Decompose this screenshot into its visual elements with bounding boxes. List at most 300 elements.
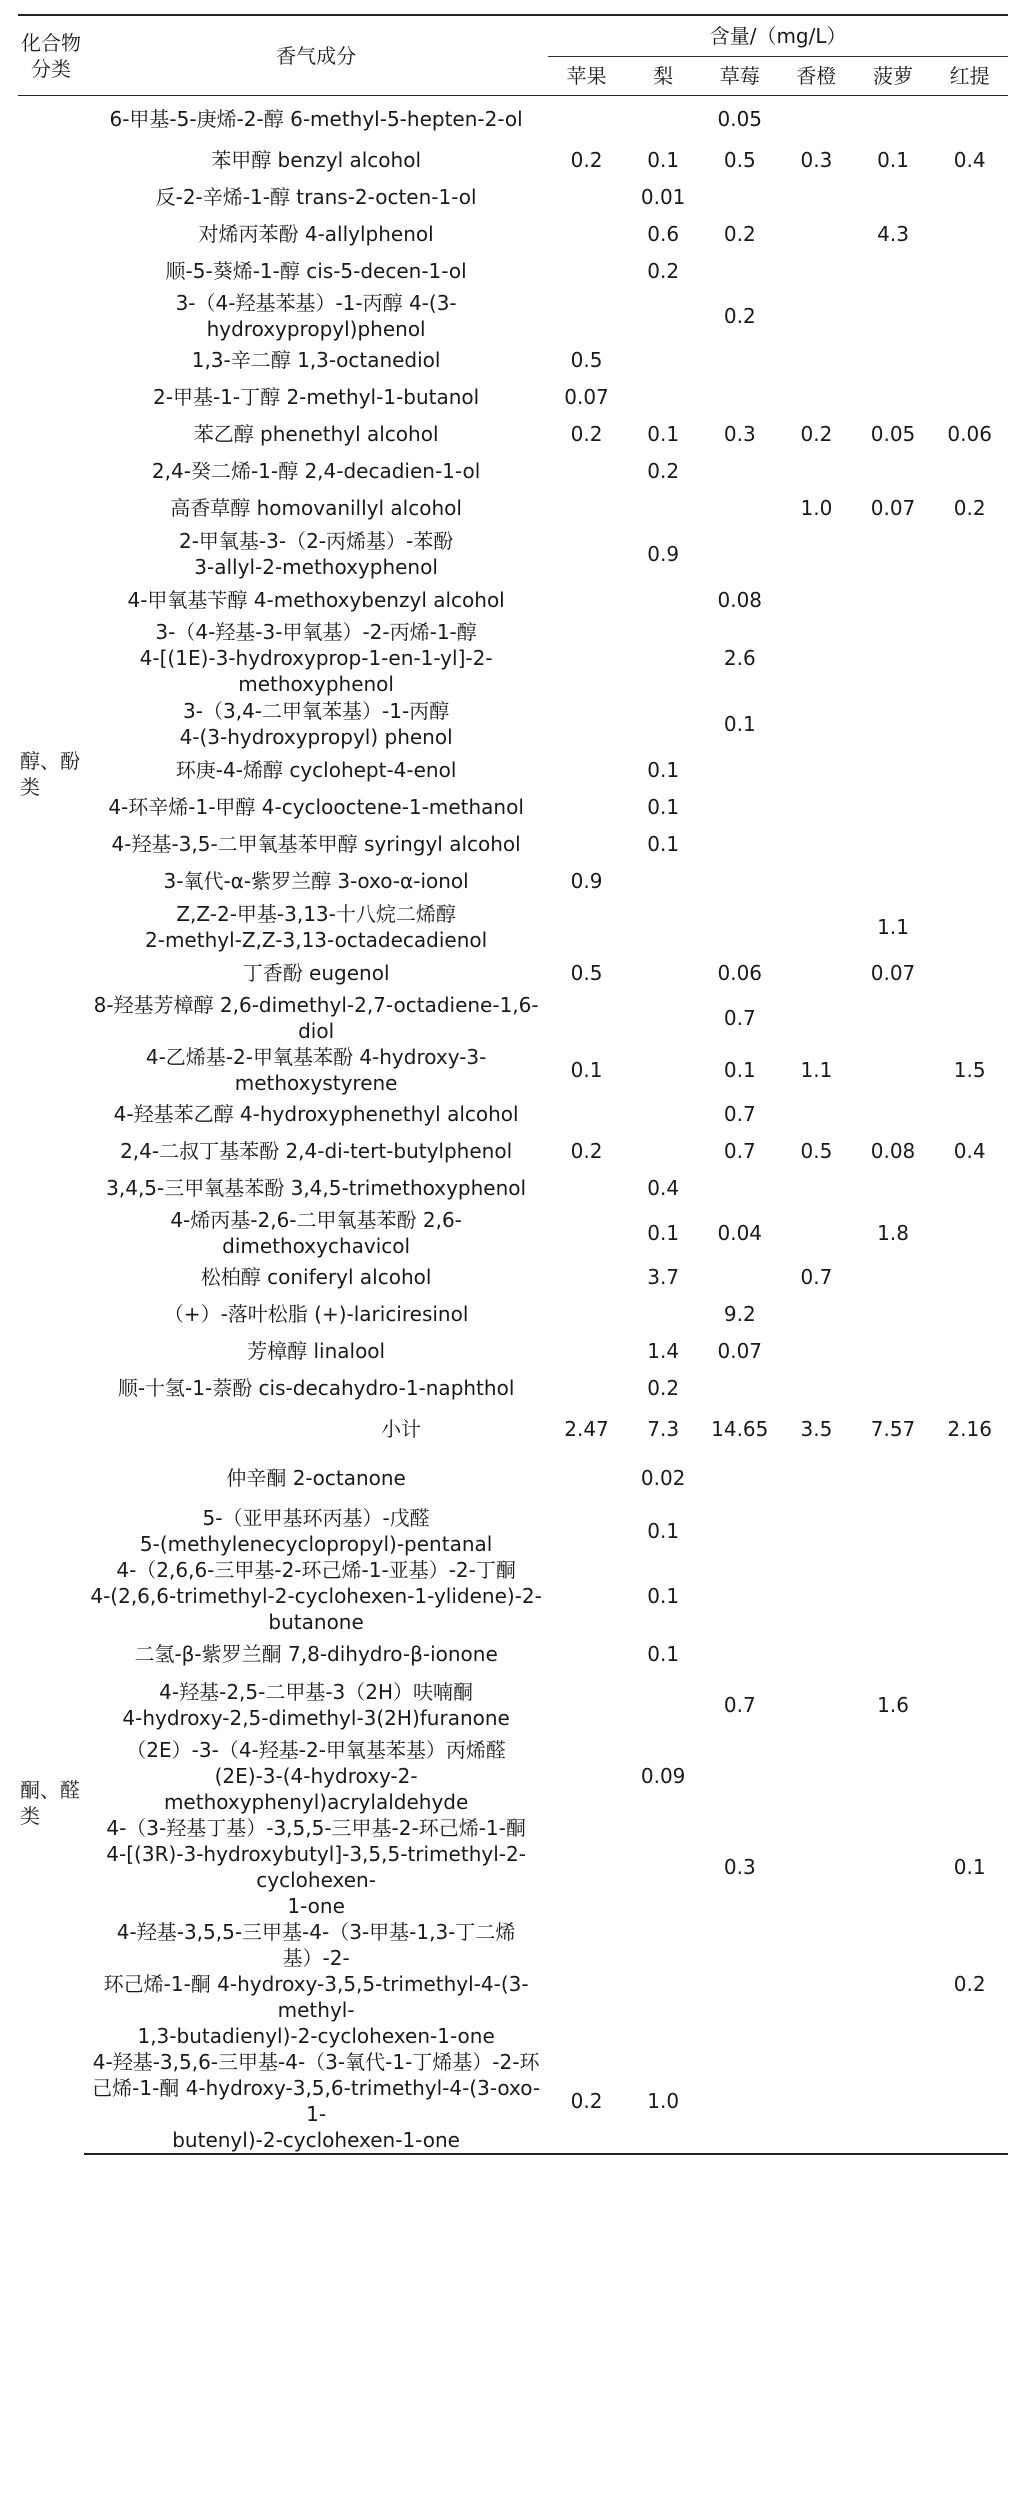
value-cell xyxy=(778,582,855,619)
value-cell xyxy=(778,789,855,826)
value-cell: 2.6 xyxy=(723,645,756,670)
table-row xyxy=(18,453,1008,490)
header-compound: 香气成分 xyxy=(84,15,548,96)
value-cell xyxy=(931,179,1008,216)
value-cell xyxy=(855,826,932,863)
table-row xyxy=(18,96,1008,142)
value-cell xyxy=(701,253,778,290)
value-cell: 0.4 xyxy=(953,1139,986,1163)
value-cell: 0.1 xyxy=(647,148,680,172)
value-cell: 1.0 xyxy=(800,496,833,520)
value-cell xyxy=(778,1505,855,1557)
compound-name-line: 1,3-辛二醇 1,3-octanediol xyxy=(191,348,441,372)
value-cell xyxy=(778,253,855,290)
value-cell: 0.3 xyxy=(800,148,833,172)
value-cell xyxy=(778,342,855,379)
value-cell xyxy=(701,490,778,527)
value-cell: 0.07 xyxy=(717,1339,763,1363)
aroma-content-table xyxy=(18,14,1008,2155)
value-cell xyxy=(625,1096,702,1133)
compound-name-line: 4-[(3R)-3-hydroxybutyl]-3,5,5-trimethyl-2-cyclohexen- xyxy=(106,1841,526,1892)
value-cell xyxy=(778,216,855,253)
value-cell xyxy=(778,1635,855,1674)
value-cell xyxy=(778,1815,855,1919)
subtotal-value: 7.57 xyxy=(870,1417,916,1441)
compound-name-line: 4-甲氧基苄醇 4-methoxybenzyl alcohol xyxy=(127,588,505,612)
value-cell xyxy=(855,619,932,697)
value-cell xyxy=(931,290,1008,342)
value-cell xyxy=(855,992,932,1044)
compound-name-line: 6-甲基-5-庚烯-2-醇 6-methyl-5-hepten-2-ol xyxy=(109,106,523,131)
compound-name-line: 5-(methylenecyclopropyl)-pentanal xyxy=(139,1531,493,1556)
value-cell xyxy=(701,527,778,582)
compound-cell xyxy=(84,96,548,142)
value-cell xyxy=(701,1259,778,1296)
compound-cell xyxy=(84,1635,548,1674)
compound-name-line: 3-（4-羟基苯基）-1-丙醇 4-(3-hydroxypropyl)phenol xyxy=(175,290,457,341)
value-cell xyxy=(548,1635,625,1674)
compound-name-line: 仲辛酮 2-octanone xyxy=(226,1466,406,1490)
table-row xyxy=(18,1044,1008,1096)
value-cell: 0.9 xyxy=(570,869,603,893)
compound-cell xyxy=(84,342,548,379)
value-cell: 3.7 xyxy=(647,1265,680,1289)
value-cell: 0.5 xyxy=(570,961,603,985)
table-row xyxy=(18,1170,1008,1207)
table-row xyxy=(18,697,1008,752)
table-row xyxy=(18,1333,1008,1370)
compound-cell xyxy=(84,752,548,789)
value-cell xyxy=(548,900,625,955)
table-row xyxy=(18,1505,1008,1557)
value-cell: 0.7 xyxy=(723,1005,756,1030)
value-cell xyxy=(778,1096,855,1133)
value-cell: 0.2 xyxy=(953,1971,986,1996)
value-cell xyxy=(778,1452,855,1505)
compound-cell xyxy=(84,1557,548,1635)
value-cell: 0.2 xyxy=(723,303,756,328)
value-cell xyxy=(855,527,932,582)
value-cell xyxy=(931,900,1008,955)
value-cell: 0.02 xyxy=(640,1466,686,1490)
value-cell: 0.09 xyxy=(640,1763,686,1788)
value-cell xyxy=(548,992,625,1044)
compound-cell xyxy=(84,1370,548,1407)
value-cell xyxy=(931,619,1008,697)
header-fruit: 香橙 xyxy=(778,57,855,96)
compound-name-line: 顺-5-葵烯-1-醇 cis-5-decen-1-ol xyxy=(165,259,467,283)
value-cell: 0.4 xyxy=(647,1176,680,1200)
value-cell: 0.1 xyxy=(647,1220,680,1245)
compound-name-line: 反-2-辛烯-1-醇 trans-2-octen-1-ol xyxy=(155,185,477,209)
value-cell xyxy=(701,1452,778,1505)
compound-name-line: 4-羟基-3,5-二甲氧基苯甲醇 syringyl alcohol xyxy=(111,832,521,856)
value-cell xyxy=(625,1674,702,1737)
compound-cell xyxy=(84,2049,548,2154)
value-cell: 0.06 xyxy=(947,422,992,446)
table-row xyxy=(18,1207,1008,1259)
value-cell xyxy=(625,697,702,752)
subtotal-row xyxy=(18,1407,1008,1452)
table-row xyxy=(18,789,1008,826)
value-cell: 0.2 xyxy=(570,422,603,446)
table-row xyxy=(18,142,1008,179)
value-cell xyxy=(778,697,855,752)
value-cell xyxy=(548,1674,625,1737)
value-cell xyxy=(701,789,778,826)
value-cell xyxy=(778,453,855,490)
value-cell xyxy=(931,992,1008,1044)
compound-name-line: 2-methyl-Z,Z-3,13-octadecadienol xyxy=(145,928,488,952)
value-cell: 0.06 xyxy=(717,961,763,985)
value-cell xyxy=(778,1207,855,1259)
value-cell xyxy=(778,1370,855,1407)
value-cell xyxy=(778,179,855,216)
value-cell xyxy=(548,582,625,619)
value-cell: 0.7 xyxy=(723,1139,756,1163)
value-cell xyxy=(548,1919,625,2049)
value-cell xyxy=(855,1557,932,1635)
value-cell: 4.3 xyxy=(877,222,909,246)
header-fruit: 草莓 xyxy=(701,57,778,96)
value-cell xyxy=(931,1370,1008,1407)
value-cell: 0.5 xyxy=(800,1139,833,1163)
value-cell: 0.1 xyxy=(877,148,909,172)
value-cell xyxy=(855,1815,932,1919)
value-cell: 0.2 xyxy=(570,1139,603,1163)
value-cell xyxy=(855,789,932,826)
header-fruit: 红提 xyxy=(931,57,1008,96)
value-cell: 1.1 xyxy=(800,1057,833,1082)
value-cell: 0.05 xyxy=(717,106,763,131)
value-cell xyxy=(855,453,932,490)
compound-name-line: 苯乙醇 phenethyl alcohol xyxy=(193,422,439,446)
compound-name-line: 2,4-二叔丁基苯酚 2,4-di-tert-butylphenol xyxy=(120,1139,513,1163)
value-cell xyxy=(548,1096,625,1133)
compound-name-line: 8-羟基芳樟醇 2,6-dimethyl-2,7-octadiene-1,6-diol xyxy=(93,992,539,1043)
table-row xyxy=(18,1635,1008,1674)
value-cell xyxy=(548,619,625,697)
value-cell: 0.7 xyxy=(723,1693,756,1717)
table-row xyxy=(18,582,1008,619)
table-row xyxy=(18,2049,1008,2154)
compound-name-line: 4-（2,6,6-三甲基-2-环己烯-1-亚基）-2-丁酮 xyxy=(116,1557,516,1582)
value-cell: 0.1 xyxy=(647,795,680,819)
compound-name-line: 己烯-1-酮 4-hydroxy-3,5,6-trimethyl-4-(3-oxo-1- xyxy=(92,2075,541,2126)
table-row xyxy=(18,216,1008,253)
value-cell xyxy=(625,1133,702,1170)
value-cell xyxy=(548,490,625,527)
value-cell xyxy=(931,1737,1008,1815)
value-cell xyxy=(855,96,932,142)
table-row xyxy=(18,1452,1008,1505)
value-cell xyxy=(855,342,932,379)
value-cell xyxy=(548,290,625,342)
value-cell xyxy=(931,826,1008,863)
table-row xyxy=(18,1096,1008,1133)
compound-cell xyxy=(84,1096,548,1133)
compound-name-line: 3-（4-羟基-3-甲氧基）-2-丙烯-1-醇 xyxy=(155,619,477,644)
header-fruit: 梨 xyxy=(625,57,702,96)
compound-cell xyxy=(84,1674,548,1737)
compound-name-line: 环己烯-1-酮 4-hydroxy-3,5,5-trimethyl-4-(3-methyl- xyxy=(103,1971,529,2022)
compound-name-line: 芳樟醇 linalool xyxy=(247,1339,386,1363)
value-cell: 0.1 xyxy=(723,1057,756,1082)
value-cell xyxy=(625,1815,702,1919)
value-cell: 0.1 xyxy=(570,1057,603,1082)
compound-cell xyxy=(84,789,548,826)
value-cell xyxy=(701,1370,778,1407)
value-cell: 0.2 xyxy=(647,459,680,483)
table-row xyxy=(18,1919,1008,2049)
compound-name-line: Z,Z-2-甲基-3,13-十八烷二烯醇 xyxy=(176,902,456,926)
header-category-line: 化合物 xyxy=(21,30,81,55)
value-cell: 1.0 xyxy=(625,2049,702,2154)
compound-name-line: 4-羟基苯乙醇 4-hydroxyphenethyl alcohol xyxy=(113,1102,519,1126)
compound-name-line: 松柏醇 coniferyl alcohol xyxy=(200,1265,432,1289)
value-cell xyxy=(931,1333,1008,1370)
value-cell: 0.08 xyxy=(870,1139,916,1163)
value-cell xyxy=(931,1259,1008,1296)
header-category-line: 分类 xyxy=(31,56,71,81)
compound-cell xyxy=(84,1170,548,1207)
compound-name-line: 4-（3-羟基丁基）-3,5,5-三甲基-2-环己烯-1-酮 xyxy=(106,1815,526,1840)
compound-name-line: 1-one xyxy=(287,1893,345,1918)
compound-cell xyxy=(84,863,548,900)
value-cell xyxy=(931,582,1008,619)
table-row xyxy=(18,490,1008,527)
compound-name-line: 高香草醇 homovanillyl alcohol xyxy=(170,496,462,520)
value-cell xyxy=(625,1044,702,1096)
value-cell xyxy=(548,1452,625,1505)
table-row xyxy=(18,379,1008,416)
value-cell: 9.2 xyxy=(723,1302,756,1326)
compound-name-line: 4-烯丙基-2,6-二甲氧基苯酚 2,6-dimethoxychavicol xyxy=(170,1207,462,1258)
value-cell xyxy=(931,96,1008,142)
value-cell xyxy=(931,253,1008,290)
value-cell xyxy=(931,1096,1008,1133)
value-cell xyxy=(931,2049,1008,2154)
value-cell xyxy=(701,379,778,416)
value-cell: 0.07 xyxy=(870,496,916,520)
value-cell: 0.1 xyxy=(647,1518,680,1543)
value-cell: 0.1 xyxy=(953,1854,986,1879)
compound-cell xyxy=(84,1044,548,1096)
value-cell xyxy=(931,863,1008,900)
compound-name-line: 5-（亚甲基环丙基）-戊醛 xyxy=(202,1505,430,1530)
compound-name-line: 2-甲氧基-3-（2-丙烯基）-苯酚 xyxy=(178,529,454,553)
value-cell xyxy=(701,900,778,955)
value-cell xyxy=(778,992,855,1044)
value-cell: 0.1 xyxy=(647,422,680,446)
compound-name-line: 2,4-癸二烯-1-醇 2,4-decadien-1-ol xyxy=(151,459,481,483)
compound-name-line: 二氢-β-紫罗兰酮 7,8-dihydro-β-ionone xyxy=(134,1642,498,1666)
value-cell: 0.1 xyxy=(647,832,680,856)
value-cell xyxy=(778,379,855,416)
compound-cell xyxy=(84,1207,548,1259)
compound-cell xyxy=(84,179,548,216)
value-cell xyxy=(855,2049,932,2154)
value-cell xyxy=(778,96,855,142)
value-cell xyxy=(548,253,625,290)
value-cell: 0.9 xyxy=(647,542,680,566)
table-row xyxy=(18,863,1008,900)
compound-name-line: 1,3-butadienyl)-2-cyclohexen-1-one xyxy=(137,2023,495,2048)
table-row xyxy=(18,826,1008,863)
compound-name-line: （+）-落叶松脂 (+)-lariciresinol xyxy=(163,1302,469,1326)
value-cell xyxy=(701,1919,778,2049)
value-cell xyxy=(855,1296,932,1333)
table-row xyxy=(18,752,1008,789)
category-cell: 酮、醛类 xyxy=(20,1777,80,1828)
value-cell xyxy=(701,1557,778,1635)
compound-name-line: 丁香酚 eugenol xyxy=(242,961,390,985)
value-cell xyxy=(931,1452,1008,1505)
compound-name-line: (2E)-3-(4-hydroxy-2-methoxyphenyl)acrylaldehyde xyxy=(163,1763,469,1814)
value-cell xyxy=(548,1333,625,1370)
value-cell: 0.08 xyxy=(717,588,763,612)
value-cell xyxy=(931,342,1008,379)
value-cell xyxy=(548,453,625,490)
compound-cell xyxy=(84,1452,548,1505)
compound-cell xyxy=(84,1815,548,1919)
value-cell xyxy=(548,752,625,789)
value-cell xyxy=(855,379,932,416)
compound-name-line: 4-羟基-3,5,6-三甲基-4-（3-氧代-1-丁烯基）-2-环 xyxy=(92,2049,540,2074)
value-cell: 0.07 xyxy=(870,961,916,985)
value-cell: 0.1 xyxy=(647,758,680,782)
compound-cell xyxy=(84,619,548,697)
compound-cell xyxy=(84,992,548,1044)
value-cell xyxy=(931,1674,1008,1737)
value-cell xyxy=(625,96,702,142)
table-row xyxy=(18,416,1008,453)
value-cell xyxy=(701,826,778,863)
table-row xyxy=(18,1815,1008,1919)
value-cell xyxy=(931,789,1008,826)
compound-cell xyxy=(84,1333,548,1370)
value-cell: 0.01 xyxy=(640,185,686,209)
value-cell xyxy=(625,1919,702,2049)
compound-name-line: 3-（3,4-二甲氧苯基）-1-丙醇 xyxy=(183,699,450,723)
table-header xyxy=(18,15,1008,96)
compound-cell xyxy=(84,416,548,453)
value-cell xyxy=(855,863,932,900)
value-cell: 1.4 xyxy=(647,1339,680,1363)
value-cell xyxy=(548,216,625,253)
table-row xyxy=(18,1370,1008,1407)
value-cell: 0.7 xyxy=(723,1102,756,1126)
value-cell xyxy=(855,752,932,789)
compound-cell xyxy=(84,216,548,253)
value-cell xyxy=(625,342,702,379)
compound-name-line: 4-(2,6,6-trimethyl-2-cyclohexen-1-ylidene)-2-butanone xyxy=(90,1583,542,1634)
value-cell: 0.2 xyxy=(548,2049,625,2154)
table-row xyxy=(18,1557,1008,1635)
value-cell: 1.1 xyxy=(877,915,909,939)
table-row xyxy=(18,992,1008,1044)
compound-name-line: 4-hydroxy-2,5-dimethyl-3(2H)furanone xyxy=(122,1706,510,1730)
compound-cell xyxy=(84,1133,548,1170)
value-cell xyxy=(701,752,778,789)
value-cell xyxy=(778,955,855,992)
compound-name-line: 2-甲基-1-丁醇 2-methyl-1-butanol xyxy=(153,385,480,409)
value-cell xyxy=(701,2049,778,2154)
value-cell: 0.2 xyxy=(800,422,833,446)
value-cell: 0.3 xyxy=(723,422,756,446)
table-row xyxy=(18,1296,1008,1333)
table-row xyxy=(18,1674,1008,1737)
table-row xyxy=(18,955,1008,992)
value-cell xyxy=(548,1737,625,1815)
value-cell xyxy=(548,179,625,216)
value-cell xyxy=(701,1737,778,1815)
table-row xyxy=(18,527,1008,582)
value-cell xyxy=(778,527,855,582)
value-cell xyxy=(778,2049,855,2154)
value-cell xyxy=(548,1259,625,1296)
table-row xyxy=(18,1133,1008,1170)
value-cell xyxy=(855,697,932,752)
value-cell xyxy=(855,1737,932,1815)
value-cell xyxy=(778,1557,855,1635)
value-cell xyxy=(625,992,702,1044)
table-body xyxy=(18,96,1008,2154)
compound-name-line: 对烯丙苯酚 4-allylphenol xyxy=(198,222,434,246)
table-row xyxy=(18,1737,1008,1815)
value-cell xyxy=(778,1170,855,1207)
value-cell: 0.1 xyxy=(723,712,756,736)
value-cell xyxy=(855,1096,932,1133)
value-cell: 1.6 xyxy=(877,1693,909,1717)
compound-name-line: 3,4,5-三甲氧基苯酚 3,4,5-trimethoxyphenol xyxy=(106,1176,527,1200)
value-cell xyxy=(931,1505,1008,1557)
compound-name-line: 4-羟基-2,5-二甲基-3（2H）呋喃酮 xyxy=(159,1680,474,1704)
value-cell xyxy=(855,1044,932,1096)
value-cell xyxy=(855,1170,932,1207)
compound-cell xyxy=(84,1296,548,1333)
value-cell xyxy=(855,253,932,290)
value-cell: 0.05 xyxy=(870,422,916,446)
value-cell: 0.1 xyxy=(647,1642,680,1666)
value-cell xyxy=(778,1296,855,1333)
value-cell xyxy=(548,96,625,142)
value-cell: 0.2 xyxy=(647,259,680,283)
subtotal-value: 2.47 xyxy=(564,1417,609,1441)
value-cell: 0.5 xyxy=(570,348,603,372)
value-cell xyxy=(931,453,1008,490)
header-category xyxy=(18,15,84,96)
value-cell xyxy=(548,1207,625,1259)
value-cell xyxy=(931,379,1008,416)
value-cell xyxy=(931,955,1008,992)
compound-cell xyxy=(84,1505,548,1557)
value-cell xyxy=(701,1505,778,1557)
value-cell xyxy=(778,900,855,955)
value-cell xyxy=(625,582,702,619)
compound-cell xyxy=(84,527,548,582)
value-cell xyxy=(931,752,1008,789)
compound-cell xyxy=(84,826,548,863)
value-cell xyxy=(931,1557,1008,1635)
compound-name-line: 4-乙烯基-2-甲氧基苯酚 4-hydroxy-3-methoxystyrene xyxy=(145,1044,487,1095)
compound-cell xyxy=(84,697,548,752)
value-cell xyxy=(548,1170,625,1207)
table-row xyxy=(18,253,1008,290)
value-cell xyxy=(931,216,1008,253)
compound-cell xyxy=(84,900,548,955)
subtotal-value: 7.3 xyxy=(647,1417,680,1441)
